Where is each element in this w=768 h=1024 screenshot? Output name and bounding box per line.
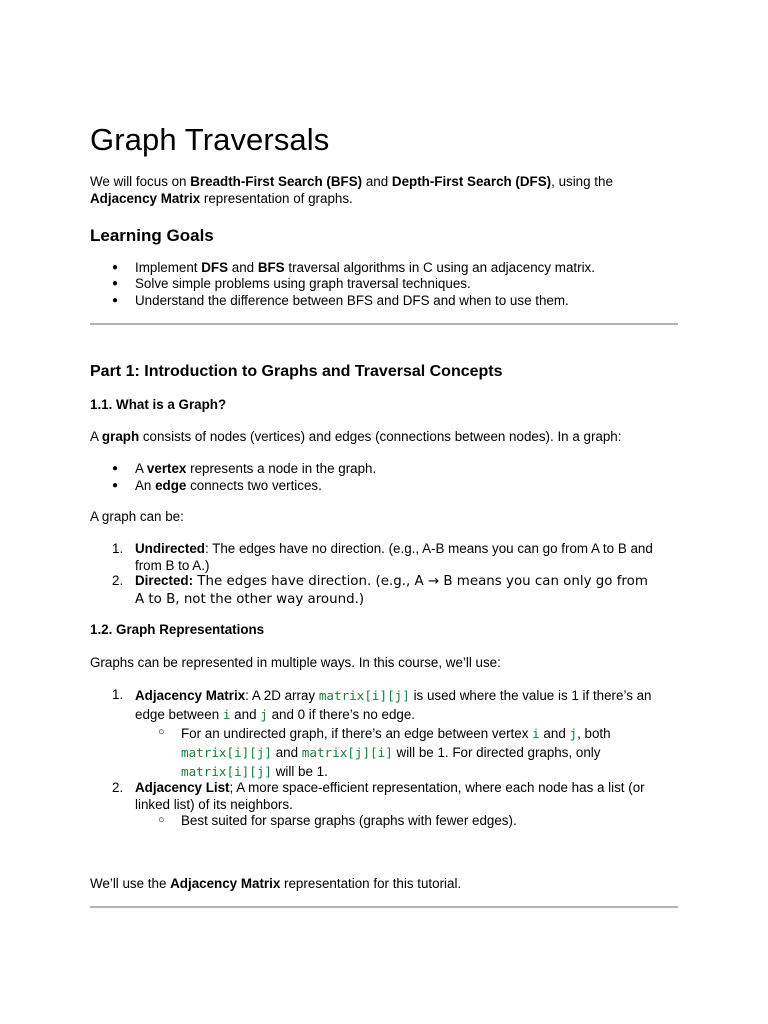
bullet-icon: ●: [112, 278, 119, 289]
bullet-icon: ●: [112, 262, 119, 273]
horizontal-divider: [90, 323, 678, 325]
representations-intro: Graphs can be represented in multiple ways. In this course, we’ll use:: [90, 655, 501, 670]
bullet-icon: ●: [112, 295, 119, 306]
section-1-1-heading: 1.1. What is a Graph?: [90, 397, 227, 412]
list-item: 1. Undirected: The edges have no direction. (e.g., A-B means you can go from A to B and from B to A.): [112, 541, 653, 573]
intro-paragraph: We will focus on Breadth-First Search (BFS) and Depth-First Search (DFS), using the Adjacency Matrix representation of graphs.: [90, 174, 613, 206]
horizontal-divider: [90, 906, 678, 908]
circle-bullet-icon: ○: [158, 814, 165, 826]
circle-bullet-icon: ○: [158, 726, 165, 738]
section-1-2-heading: 1.2. Graph Representations: [90, 622, 265, 637]
part1-heading: Part 1: Introduction to Graphs and Traversal Concepts: [90, 363, 503, 380]
closing-paragraph: We’ll use the Adjacency Matrix representation for this tutorial.: [90, 876, 462, 891]
bullet-icon: ●: [112, 480, 119, 491]
page-title: Graph Traversals: [90, 122, 330, 157]
graph-types-intro: A graph can be:: [90, 509, 184, 524]
graph-definition-paragraph: A graph consists of nodes (vertices) and edges (connections between nodes). In a graph:: [90, 429, 622, 444]
learning-goals-heading: Learning Goals: [90, 226, 214, 245]
list-item: 2. Directed: The edges have direction. (e.g., A → B means you can only go from A to B, not the other way around.): [112, 573, 648, 607]
bullet-icon: ●: [112, 463, 119, 474]
